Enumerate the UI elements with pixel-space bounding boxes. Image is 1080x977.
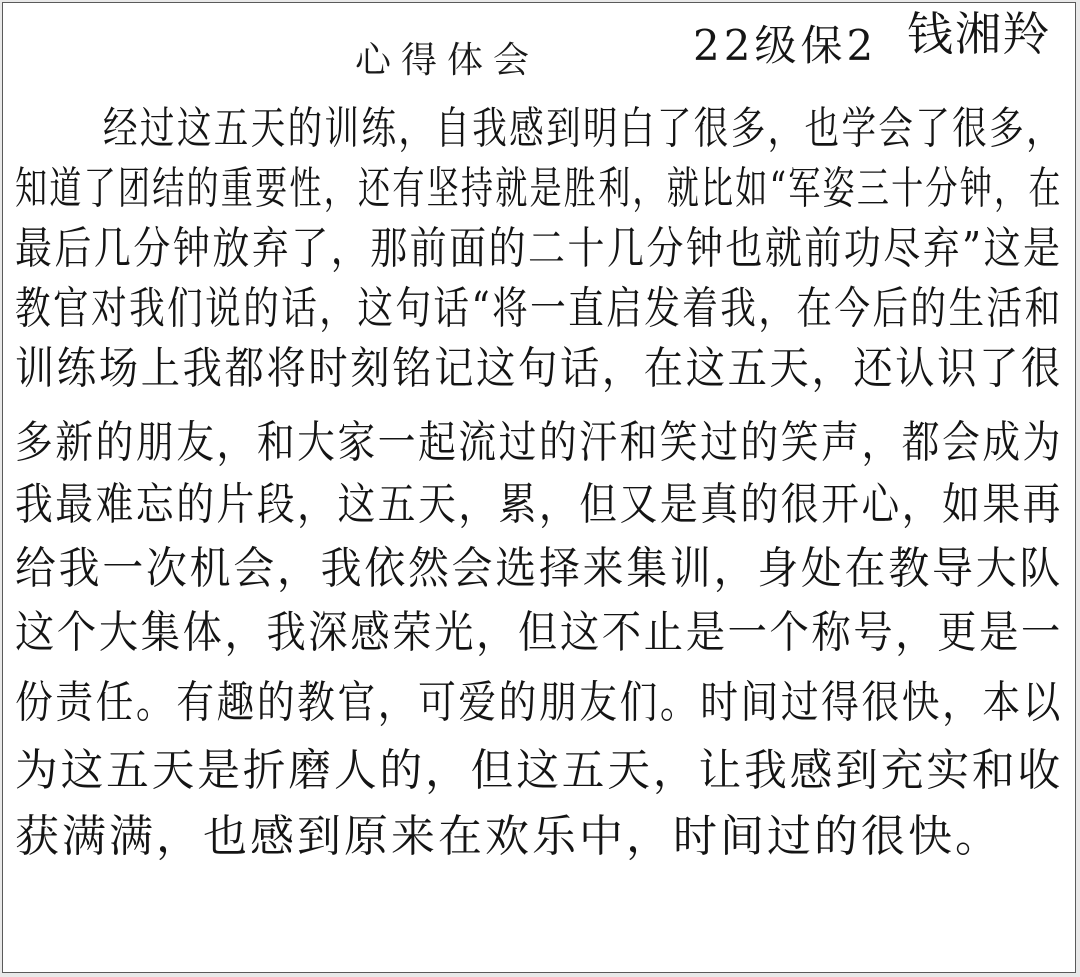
body-line: 给我一次机会，我依然会选择来集训，身处在教导大队 (15, 543, 1064, 594)
body-line: 我最难忘的片段，这五天，累，但又是真的很开心，如果再 (15, 479, 1063, 530)
body-line: 这个大集体，我深感荣光，但这不止是一个称号，更是一 (15, 607, 1063, 658)
body-line: 知道了团结的重要性，还有坚持就是胜利，就比如“军姿三十分钟，在 (15, 163, 1063, 214)
document-title: 心得体会 (355, 40, 540, 81)
body-line: 为这五天是折磨人的，但这五天，让我感到充实和收 (15, 745, 1064, 796)
body-line: 多新的朋友，和大家一起流过的汗和笑过的笑声，都会成为 (15, 417, 1063, 468)
body-line: 经过这五天的训练，自我感到明白了很多，也学会了很多， (103, 103, 1064, 154)
body-line: 获满满，也感到原来在欢乐中，时间过的很快。 (15, 811, 1002, 862)
handwritten-page (2, 2, 1076, 973)
body-line: 训练场上我都将时刻铭记这句话，在这五天，还认识了很 (15, 343, 1063, 394)
body-line: 最后几分钟放弃了，那前面的二十几分钟也就前功尽弃”这是 (15, 223, 1063, 274)
body-line: 教官对我们说的话，这句话“将一直启发着我，在今后的生活和 (15, 283, 1063, 334)
class-label: 22级保2 (693, 21, 878, 70)
body-line: 份责任。有趣的教官，可爱的朋友们。时间过得很快，本以 (15, 677, 1063, 728)
author-name: 钱湘羚 (907, 7, 1051, 61)
